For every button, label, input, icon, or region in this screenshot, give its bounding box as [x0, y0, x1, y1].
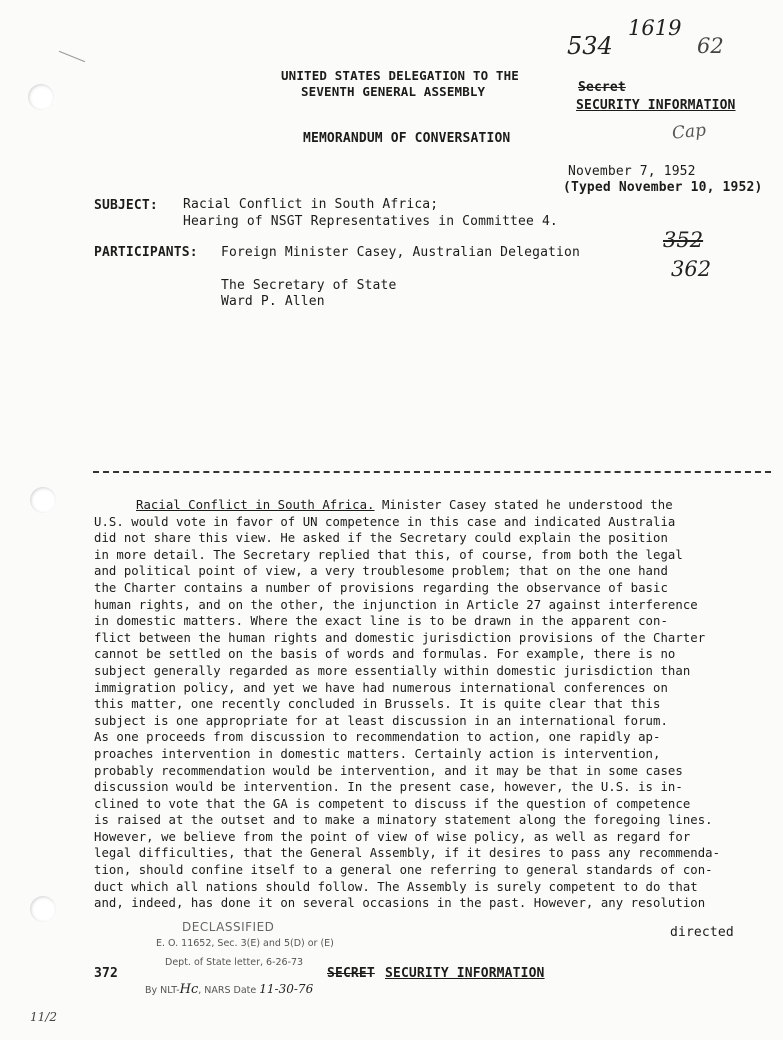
subject-line-2: Hearing of NSGT Representatives in Committee 4. — [183, 214, 558, 229]
body-line: As one proceeds from discussion to recommendation to action, one rapidly ap- — [94, 730, 661, 745]
bottom-left-note: 11/2 — [30, 1010, 57, 1024]
body-line: duct which all nations should follow. The Assembly is surely competent to do that — [94, 879, 698, 894]
body-line: and political point of view, a very troublesome problem; that on the one hand — [94, 564, 668, 579]
body-line: immigration policy, and yet we have had numerous international conferences on — [94, 680, 668, 695]
declassified-nars-label: , NARS Date — [198, 985, 257, 996]
body-first-line — [94, 497, 774, 514]
top-number-3: 62 — [697, 34, 724, 58]
participant-1: Foreign Minister Casey, Australian Delegation — [221, 245, 580, 260]
doc-type: MEMORANDUM OF CONVERSATION — [303, 131, 511, 146]
memo-date: November 7, 1952 — [568, 164, 696, 179]
body-line: subject generally regarded as more essentially within domestic jurisdiction than — [94, 663, 691, 678]
body-line: this matter, one recently concluded in Brussels. It is quite clear that this — [94, 697, 661, 712]
body-line: in more detail. The Secretary replied that this, of course, from both the legal — [94, 547, 683, 562]
punch-hole-top — [28, 84, 54, 110]
declassified-date: 11-30-76 — [259, 982, 314, 996]
ref-number-struck: 352 — [663, 228, 704, 252]
body-line: flict between the human rights and domestic jurisdiction provisions of the Charter — [94, 630, 706, 645]
body-line: is raised at the outset and to make a minatory statement along the foregoing lines. — [94, 813, 713, 828]
declassified-initials: Hc — [179, 982, 199, 997]
declassified-stamp-line-2: Dept. of State letter, 6-26-73 — [165, 957, 304, 968]
body-heading: Racial Conflict in South Africa. — [136, 498, 375, 512]
memo-body — [94, 497, 774, 912]
cap-note: Cap — [671, 120, 707, 144]
body-line: the Charter contains a number of provisions regarding the observance of basic — [94, 580, 668, 595]
participants-label: PARTICIPANTS: — [94, 245, 198, 260]
page-number: 372 — [94, 966, 118, 981]
body-line: did not share this view. He asked if the Secretary could explain the position — [94, 531, 668, 546]
footer-classification-struck: SECRET — [327, 966, 375, 981]
footer-classification: SECURITY INFORMATION — [385, 966, 545, 981]
body-line: proaches intervention in domestic matters. Certainly action is intervention, — [94, 746, 661, 761]
top-number-2: 1619 — [628, 16, 682, 40]
typed-date: (Typed November 10, 1952) — [563, 180, 763, 195]
body-line: and, indeed, has done it on several occasions in the past. However, any resolution — [94, 896, 706, 911]
pen-mark — [59, 51, 85, 62]
body-line: tion, should confine itself to a general one referring to general standards of con- — [94, 863, 713, 878]
body-line: probably recommendation would be intervention, and it may be that in some cases — [94, 763, 683, 778]
top-number-1: 534 — [567, 32, 613, 60]
punch-hole-bottom — [30, 896, 56, 922]
participant-2: The Secretary of State — [221, 278, 397, 293]
subject-label: SUBJECT: — [94, 198, 158, 213]
catchword: directed — [670, 925, 734, 940]
punch-hole-middle — [30, 487, 56, 513]
body-line: However, we believe from the point of view of wise policy, as well as regard for — [94, 829, 691, 844]
body-line: subject is one appropriate for at least discussion in an international forum. — [94, 713, 668, 728]
declassified-stamp-line-1: E. O. 11652, Sec. 3(E) and 5(D) or (E) — [156, 938, 334, 949]
classification-struck: Secret — [578, 80, 626, 95]
body-line: human rights, and on the other, the injunction in Article 27 against interference — [94, 597, 698, 612]
participant-3: Ward P. Allen — [221, 294, 325, 309]
classification-label: SECURITY INFORMATION — [576, 98, 736, 113]
declassified-stamp-title: DECLASSIFIED — [182, 920, 275, 934]
body-first-line-text: Minister Casey stated he understood the — [374, 498, 673, 512]
ref-number: 362 — [671, 257, 712, 281]
declassified-stamp-line-3 — [145, 982, 313, 997]
body-line: discussion would be intervention. In the present case, however, the U.S. is in- — [94, 780, 683, 795]
body-line: in domestic matters. Where the exact line is to be drawn in the apparent con- — [94, 614, 668, 629]
body-line: U.S. would vote in favor of UN competence in this case and indicated Australia — [94, 514, 676, 529]
declassified-nlt-label: By NLT- — [145, 985, 180, 996]
subject-line-1: Racial Conflict in South Africa; — [183, 197, 439, 212]
body-line: clined to vote that the GA is competent to discuss if the question of competence — [94, 796, 691, 811]
body-line: legal difficulties, that the General Assembly, if it desires to pass any recommenda- — [94, 846, 721, 861]
delegation-line-1: UNITED STATES DELEGATION TO THE — [281, 68, 519, 83]
delegation-line-2: SEVENTH GENERAL ASSEMBLY — [301, 84, 486, 99]
section-divider — [93, 471, 771, 473]
body-line: cannot be settled on the basis of words and formulas. For example, there is no — [94, 647, 676, 662]
